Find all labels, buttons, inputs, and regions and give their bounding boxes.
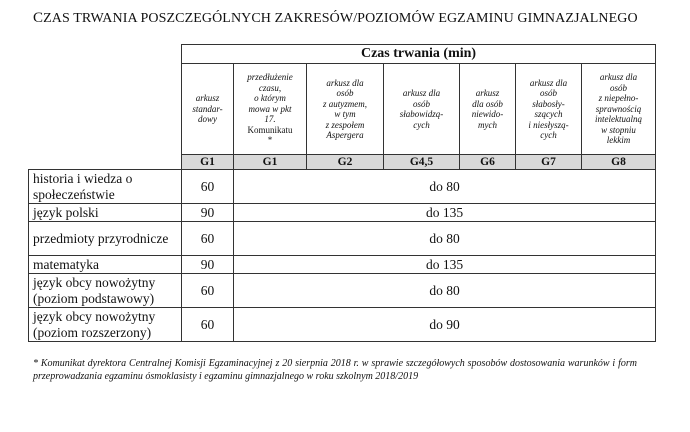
extended-duration: do 135 [234,204,656,222]
standard-duration: 60 [182,170,234,204]
standard-duration: 60 [182,308,234,342]
variant-header-hearing: arkusz dla osób słabosły- szących i niesłyszą- cych [516,64,582,155]
duration-header: Czas trwania (min) [182,45,656,64]
variant-header-standard: arkusz standar- dowy [182,64,234,155]
footnote: * Komunikat dyrektora Centralnej Komisji Egzaminacyjnej z 20 sierpnia 2018 r. w sprawie szczegółowych sposobów dostosowania warunków i form przeprowadzania egzaminu ósmoklasisty i egzaminu gimnazjalnego w roku szkolnym 2018/2019 [33,358,637,382]
table-row [29,170,656,204]
subject-label: język polski [29,204,182,222]
corner-blank [29,45,182,64]
variant-code: G4,5 [384,155,460,170]
variant-code: G6 [460,155,516,170]
standard-duration: 60 [182,222,234,256]
subject-label: język obcy nowożytny (poziom podstawowy) [29,274,182,308]
page-title: CZAS TRWANIA POSZCZEGÓLNYCH ZAKRESÓW/POZIOMÓW EGZAMINU GIMNAZJALNEGO [33,10,638,26]
table-row [29,222,656,256]
subject-label: przedmioty przyrodnicze [29,222,182,256]
subject-label: matematyka [29,256,182,274]
subject-label: historia i wiedza o społeczeństwie [29,170,182,204]
table-row [29,204,656,222]
standard-duration: 60 [182,274,234,308]
extended-duration: do 80 [234,222,656,256]
variant-header-extended-time: przedłużenie czasu, o którym mowa w pkt 17. Komunikatu * [234,64,307,155]
variant-header-low-vision: arkusz dla osób słabowidzą- cych [384,64,460,155]
extended-duration: do 80 [234,170,656,204]
variant-code: G1 [234,155,307,170]
extended-duration: do 135 [234,256,656,274]
variant-header-autism: arkusz dla osób z autyzmem, w tym z zespołem Aspergera [307,64,384,155]
corner-blank-3 [29,155,182,170]
variant-header-intellectual: arkusz dla osób z niepełno- sprawnością intelektualną w stopniu lekkim [582,64,656,155]
subject-label: język obcy nowożytny (poziom rozszerzony) [29,308,182,342]
table-row [29,308,656,342]
variant-code: G7 [516,155,582,170]
extended-duration: do 80 [234,274,656,308]
table-row [29,274,656,308]
standard-duration: 90 [182,204,234,222]
extended-duration: do 90 [234,308,656,342]
corner-blank-2 [29,64,182,155]
variant-code: G8 [582,155,656,170]
standard-duration: 90 [182,256,234,274]
variant-code: G1 [182,155,234,170]
exam-duration-table [28,44,656,342]
variant-header-blind: arkusz dla osób niewido- mych [460,64,516,155]
table-row [29,256,656,274]
variant-code: G2 [307,155,384,170]
